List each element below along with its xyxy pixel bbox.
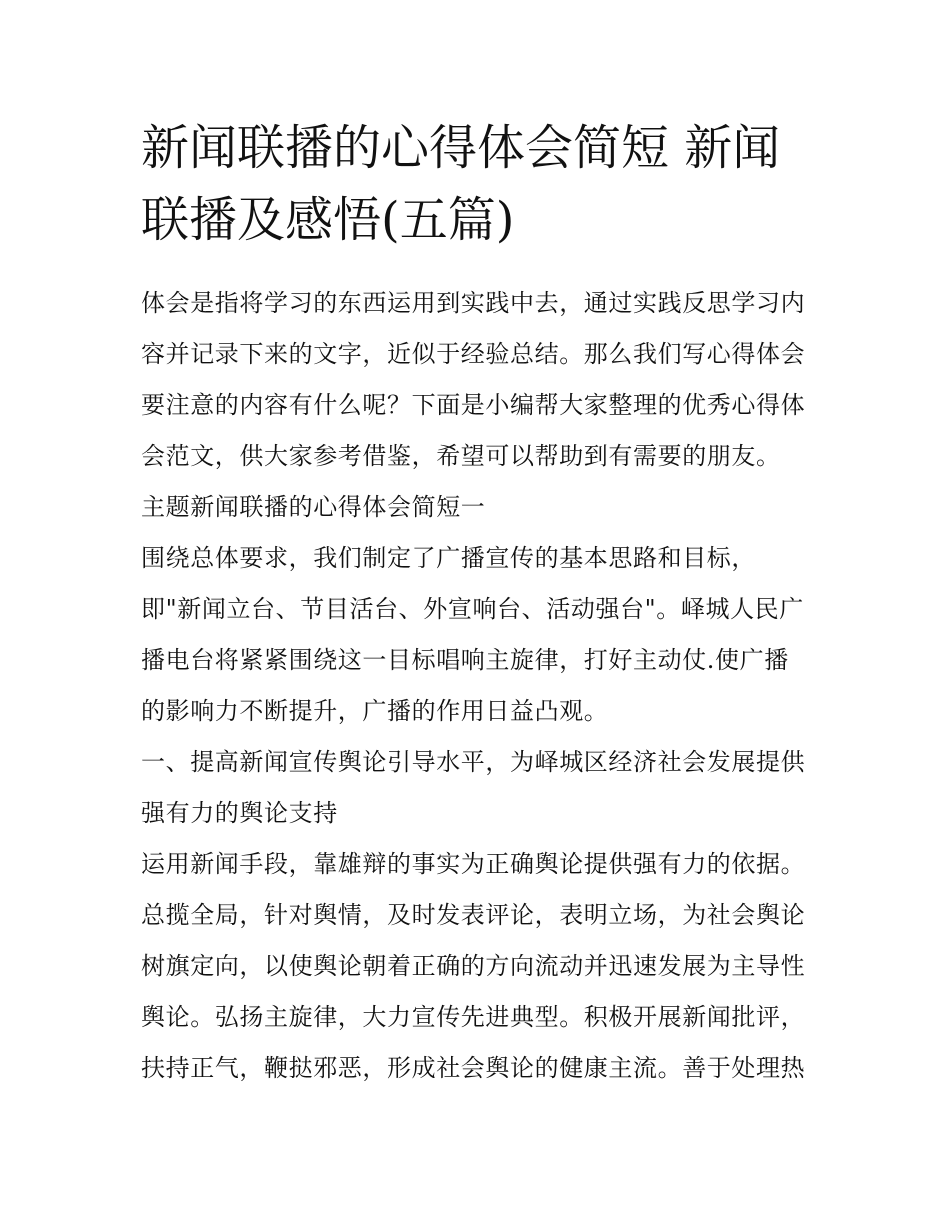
body-line: 会范文，供大家参考借鉴，希望可以帮助到有需要的朋友。 [141,442,781,470]
body-line: 播电台将紧紧围绕这一目标唱响主旋律，打好主动仗.使广播 [141,646,789,674]
body-line: 树旗定向，以使舆论朝着正确的方向流动并迅速发展为主导性 [141,952,806,980]
body-line: 围绕总体要求，我们制定了广播宣传的基本思路和目标， [141,544,756,572]
body-line: 容并记录下来的文字，近似于经验总结。那么我们写心得体会 [141,340,806,368]
body-line: 运用新闻手段，靠雄辩的事实为正确舆论提供强有力的依据。 [141,850,806,878]
section-heading: 主题新闻联播的心得体会简短一 [141,493,486,521]
subsection-heading: 强有力的舆论支持 [141,799,338,827]
body-line: 体会是指将学习的东西运用到实践中去，通过实践反思学习内 [141,289,806,317]
body-line: 即"新闻立台、节目活台、外宣响台、活动强台"。峄城人民广 [141,595,804,623]
body-line: 扶持正气，鞭挞邪恶，形成社会舆论的健康主流。善于处理热 [141,1054,806,1082]
body-line: 的影响力不断提升，广播的作用日益凸观。 [141,697,609,725]
document-title: 新闻联播的心得体会简短 新闻 联播及感悟(五篇) [141,120,781,248]
body-line: 总揽全局，针对舆情，及时发表评论，表明立场，为社会舆论 [141,901,806,929]
subsection-heading: 一、提高新闻宣传舆论引导水平，为峄城区经济社会发展提供 [141,748,806,776]
document-body [141,278,821,1094]
body-line: 要注意的内容有什么呢？下面是小编帮大家整理的优秀心得体 [141,391,806,419]
body-line: 舆论。弘扬主旋律，大力宣传先进典型。积极开展新闻批评， [141,1003,806,1031]
